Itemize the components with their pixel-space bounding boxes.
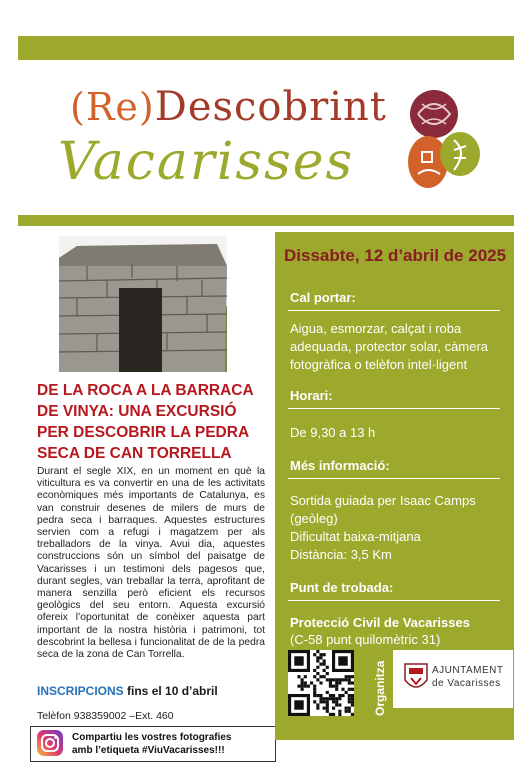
- social-line-2: amb l’etiqueta #ViuVacarisses!!!: [72, 745, 225, 756]
- schedule-label: Horari:: [290, 388, 333, 403]
- divider: [288, 600, 500, 601]
- info-label: Més informació:: [290, 458, 390, 473]
- social-line-1: Compartiu les vostres fotografies: [72, 732, 232, 743]
- organizer-name-line-1: AJUNTAMENT: [432, 665, 504, 676]
- stone-hut-illustration: [37, 236, 227, 372]
- bring-label: Cal portar:: [290, 290, 356, 305]
- heritage-emblem-icon: [404, 88, 484, 192]
- organizer-name-line-2: de Vacarisses: [432, 678, 501, 689]
- title-line-2: Vacarisses: [58, 132, 355, 192]
- phone-number: Telèfon 938359002 –Ext. 460: [37, 710, 174, 722]
- title-line-1: [70, 84, 387, 130]
- registration-link[interactable]: INSCRIPCIONS: [37, 684, 124, 698]
- divider: [288, 478, 500, 479]
- event-date: Dissabte, 12 d’abril de 2025: [284, 246, 507, 265]
- left-column-border: [18, 222, 273, 224]
- coat-of-arms-icon: [403, 662, 429, 694]
- article-heading: DE LA ROCA A LA BARRACA DE VINYA: UNA EXCURSIÓ PER DESCOBRIR LA PEDRA SECA DE CAN TORRELLA: [37, 382, 254, 462]
- article-body: Durant el segle XIX, en un moment en què la viticultura es va convertir en una de les activitats econòmiques més importants de Catalunya, es van construir desenes de milers de murs de pedra seca i barraques. Aquestes estructures servien com a refugi i magatzem per als treballadors de la vinya. Avui dia, aquestes construccions són un símbol del paisatge de Vacarisses i un testimoni dels pagesos que, durant segles, van treballar la terra, aprofitant de manera senzilla però eficient els recursos geològics del seu entorn. Aquesta excursió ofereix l’oportunitat de conèixer aquesta part important de la nostra història i patrimoni, tot descobrint la bellesa i funcionalitat de de la pedra seca de la zona de Can Torrella.: [37, 466, 265, 661]
- meeting-label: Punt de trobada:: [290, 580, 394, 595]
- info-line: Sortida guiada per Isaac Camps (geòleg): [290, 493, 476, 526]
- info-text: [290, 492, 508, 564]
- registration-line: [37, 684, 218, 698]
- social-share-text: [72, 731, 231, 757]
- title-descobrint: Descobrint: [154, 84, 387, 130]
- info-line: Dificultat baixa-mitjana: [290, 529, 421, 544]
- organizer-label-svg: [371, 648, 389, 718]
- qr-code[interactable]: [288, 650, 354, 716]
- instagram-icon[interactable]: [36, 729, 64, 757]
- info-line: Distància: 3,5 Km: [290, 547, 392, 562]
- meeting-detail: (C-58 punt quilomètric 31): [290, 632, 441, 647]
- bring-text: Aigua, esmorzar, calçat i roba adequada, protector solar, càmera fotogràfica o telèfon intel·ligent: [290, 321, 489, 372]
- qr-code-icon: [288, 650, 354, 716]
- divider: [288, 310, 500, 311]
- organizer-name: [432, 664, 503, 690]
- organizer-label: Organitza: [373, 660, 387, 716]
- divider: [288, 408, 500, 409]
- title-re: (Re): [70, 85, 155, 129]
- schedule-text: De 9,30 a 13 h: [290, 425, 376, 440]
- meeting-place: Protecció Civil de Vacarisses: [290, 615, 470, 630]
- registration-deadline: fins el 10 d’abril: [123, 684, 218, 698]
- dry-stone-hut-photo: [37, 236, 227, 372]
